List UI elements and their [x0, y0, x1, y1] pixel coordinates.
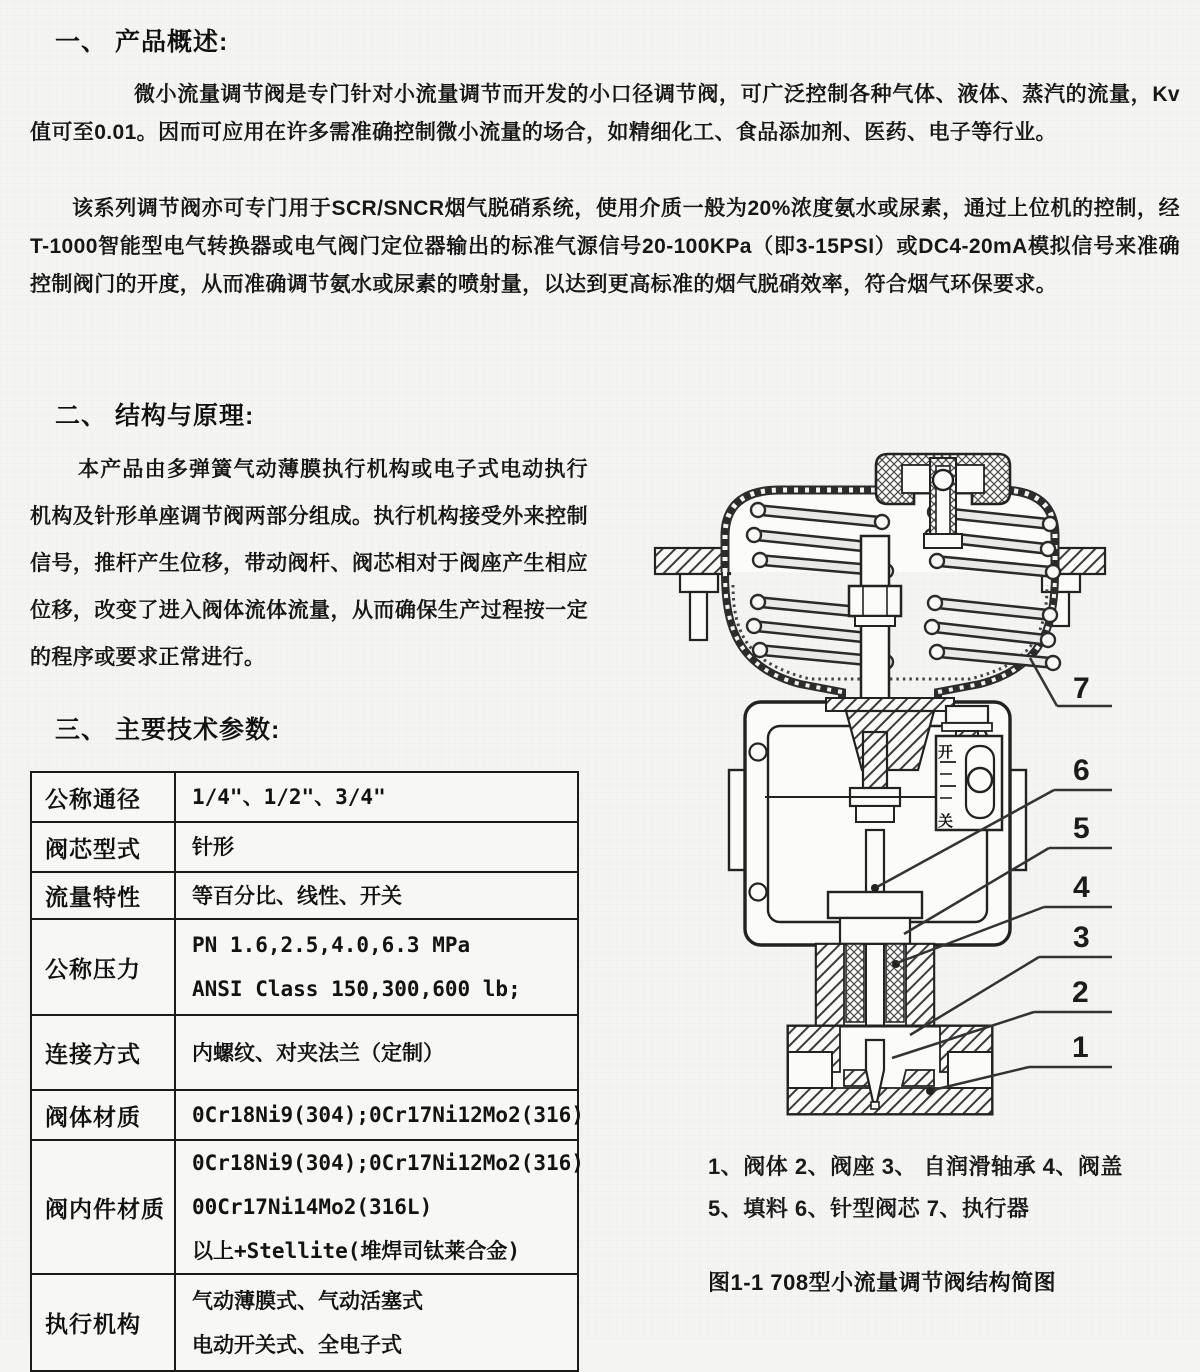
row-label: 阀体材质 — [32, 1091, 176, 1139]
diagram-legend-line2: 5、填料 6、针型阀芯 7、执行器 — [708, 1196, 1030, 1221]
svg-text:5: 5 — [1073, 812, 1090, 845]
row-value-line: 00Cr17Ni14Mo2(316L) — [192, 1195, 433, 1219]
table-row — [32, 773, 577, 821]
valve-structure-diagram — [630, 440, 1190, 1140]
section1-paragraph1: 微小流量调节阀是专门针对小流量调节而开发的小口径调节阀，可广泛控制各种气体、液体、蒸汽的流量，Kv值可至0.01。因而可应用在许多需准确控制微小流量的场合，如精细化工、食品添加剂、医药、电子等行业。 — [30, 83, 1180, 144]
svg-text:4: 4 — [1073, 871, 1090, 904]
row-label: 阀芯型式 — [32, 823, 176, 871]
diagram-legend-line1: 1、阀体 2、阀座 3、 自润滑轴承 4、阀盖 — [708, 1154, 1123, 1179]
section2-paragraph: 本产品由多弹簧气动薄膜执行机构或电子式电动执行机构及针形单座调节阀两部分组成。执行机构接受外来控制信号，推杆产生位移，带动阀杆、阀芯相对于阀座产生相应位移，改变了进入阀体流体流量，从而确保生产过程按一定的程序或要求正常进行。 — [30, 458, 588, 669]
indicator-close-label: 关 — [938, 813, 954, 830]
row-value: 0Cr18Ni9(304);0Cr17Ni12Mo2(316) — [192, 1103, 584, 1127]
bonnet-packing — [816, 892, 934, 1040]
svg-text:1: 1 — [1072, 1031, 1089, 1064]
row-label: 流量特性 — [32, 873, 176, 918]
row-value: 内螺纹、对夹法兰（定制） — [192, 1040, 444, 1065]
table-row — [32, 1089, 584, 1139]
travel-indicator — [936, 736, 1002, 830]
diagram-caption: 图1-1 708型小流量调节阀结构简图 — [708, 1270, 1057, 1295]
svg-text:2: 2 — [1072, 976, 1089, 1009]
table-row — [32, 1139, 584, 1273]
row-value: 1/4"、1/2"、3/4" — [192, 785, 386, 809]
section2-heading: 二、 结构与原理: — [55, 402, 255, 430]
table-row — [32, 918, 577, 1014]
valve-diagram-svg — [630, 440, 1190, 1140]
svg-text:6: 6 — [1073, 754, 1090, 787]
row-value-line: 以上+Stellite(堆焊司钛莱合金) — [192, 1239, 521, 1263]
svg-text:7: 7 — [1073, 672, 1090, 705]
table-row — [32, 1014, 577, 1089]
row-value-line: 气动薄膜式、气动活塞式 — [192, 1288, 423, 1313]
row-label: 连接方式 — [32, 1016, 176, 1089]
svg-text:3: 3 — [1073, 921, 1090, 954]
row-label: 公称压力 — [32, 920, 176, 1014]
section1-heading: 一、 产品概述: — [55, 28, 229, 56]
row-label: 阀内件材质 — [32, 1141, 176, 1273]
table-row — [32, 871, 577, 918]
indicator-open-label: 开 — [938, 744, 954, 761]
section3-heading: 三、 主要技术参数: — [55, 716, 281, 744]
table-row — [32, 1273, 577, 1370]
row-value-line: 0Cr18Ni9(304);0Cr17Ni12Mo2(316) — [192, 1151, 584, 1175]
parameters-table — [30, 771, 584, 1372]
row-value-line: 电动开关式、全电子式 — [192, 1332, 402, 1357]
section1-paragraph2: 该系列调节阀亦可专门用于SCR/SNCR烟气脱硝系统，使用介质一般为20%浓度氨水或尿素，通过上位机的控制，经T-1000智能型电气转换器或电气阀门定位器输出的标准气源信号20-100KPa（即3-15PSI）或DC4-20mA模拟信号来准确控制阀门的开度，从而准确调节氨水或尿素的喷射量，以达到更高标准的烟气脱硝效率，符合烟气环保要求。 — [30, 197, 1180, 296]
row-value: 等百分比、线性、开关 — [192, 883, 402, 908]
row-label: 公称通径 — [32, 773, 176, 821]
row-value: 针形 — [192, 835, 234, 859]
row-label: 执行机构 — [32, 1275, 176, 1370]
valve-body — [788, 1026, 992, 1114]
row-value-line: PN 1.6,2.5,4.0,6.3 MPa — [192, 933, 471, 957]
table-row — [32, 821, 577, 871]
row-value-line: ANSI Class 150,300,600 lb; — [192, 977, 521, 1001]
